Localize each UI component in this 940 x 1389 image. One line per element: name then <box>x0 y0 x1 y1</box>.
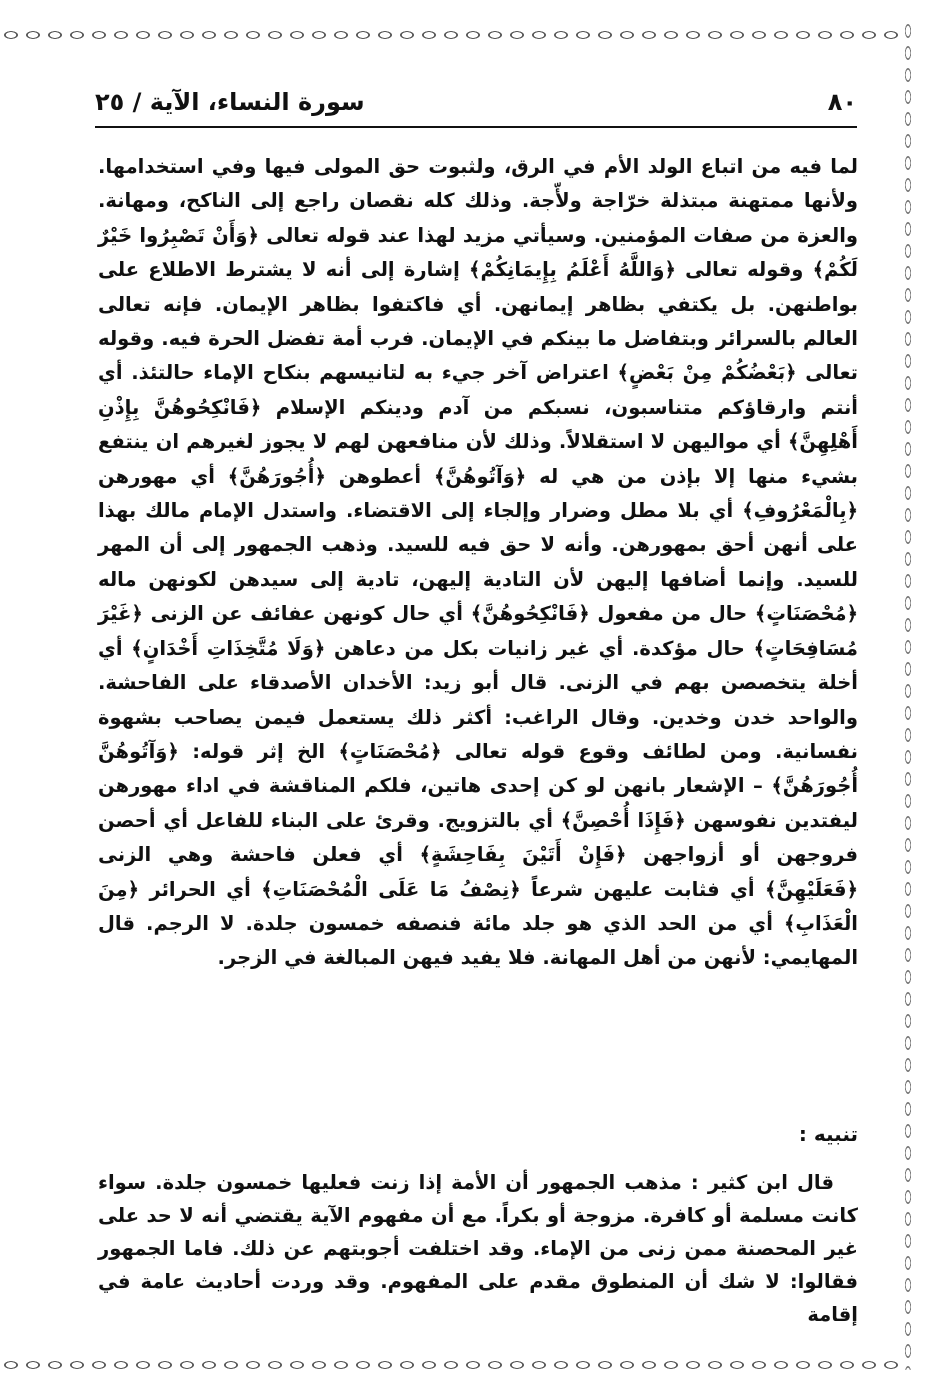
bottom-ornamental-border <box>0 1358 900 1372</box>
running-header <box>95 82 857 122</box>
note-heading: تنبيه : <box>798 1122 858 1146</box>
note-text-block <box>98 1166 858 1331</box>
header-rule <box>95 126 857 128</box>
top-ornamental-border <box>0 28 900 42</box>
page-number: ٨٠ <box>827 88 857 116</box>
right-ornamental-border <box>902 20 914 1370</box>
note-paragraph: قال ابن كثير : مذهب الجمهور أن الأمة إذا زنت فعليها خمسون جلدة. سواء كانت مسلمة أو كافرة. مزوجة أو بكراً. مع أن مفهوم الآية يقتضي أنه لا حد على غير المحصنة ممن زنى من الإماء. وقد اختلفت أجوبتهم عن ذلك. فاما الجمهور فقالوا: لا شك أن المنطوق مقدم على المفهوم. وقد وردت أحاديث عامة في إقامة <box>98 1171 858 1326</box>
main-paragraph: لما فيه من اتباع الولد الأم في الرق، ولثبوت حق المولى فيها وفي استخدامها. ولأنها ممتهنة مبتذلة خرّاجة ولأّجة. وذلك كله نقصان راجع إلى الناكح، ومهانة. والعزة من صفات المؤمنين. وسيأتي مزيد لهذا عند قوله تعالى ﴿وَأَنْ تَصْبِرُوا خَيْرٌ لَكُمْ﴾ وقوله تعالى ﴿وَاللَّهُ أَعْلَمُ بِإِيمَانِكُمْ﴾ إشارة إلى أنه لا يشترط الاطلاع على بواطنهن. بل يكتفي بظاهر إيمانهن. أي فاكتفوا بظاهر الإيمان. فإنه تعالى العالم بالسرائر وبتفاضل ما بينكم في الإيمان. فرب أمة تفضل الحرة فيه. وقوله تعالى ﴿بَعْضُكُمْ مِنْ بَعْضٍ﴾ اعتراض آخر جيء به لتانيسهم بنكاح الإماء حالتئذ. أي أنتم وارقاؤكم متناسبون، نسبكم من آدم ودينكم الإسلام ﴿فَانْكِحُوهُنَّ بِإِذْنِ أَهْلِهِنَّ﴾ أي مواليهن لا استقلالاً. وذلك لأن منافعهن لهم لا يجوز لغيرهم ان ينتفع بشيء منها إلا بإذن من هي له ﴿وَآتُوهُنَّ﴾ أعطوهن ﴿أُجُورَهُنَّ﴾ أي مهورهن ﴿بِالْمَعْرُوفِ﴾ أي بلا مطل وضرار وإلجاء إلى الاقتضاء. واستدل الإمام مالك بهذا على أنهن أحق بمهورهن. وأنه لا حق فيه للسيد. وذهب الجمهور إلى أن المهر للسيد. وإنما أضافها إليهن لأن التادية إليهن، تادية إلى سيدهن لكونهن ماله ﴿مُحْصَنَاتٍ﴾ حال من مفعول ﴿فَانْكِحُوهُنَّ﴾ أي حال كونهن عفائف عن الزنى ﴿غَيْرَ مُسَافِحَاتٍ﴾ حال مؤكدة. أي غير زانيات بكل من دعاهن ﴿وَلَا مُتَّخِذَاتِ أَخْدَانٍ﴾ أي أخلة يتخصصن بهم في الزنى. قال أبو زيد: الأخدان الأصدقاء على الفاحشة. والواحد خدن وخدين. وقال الراغب: أكثر ذلك يستعمل فيمن يصاحب بشهوة نفسانية. ومن لطائف وقوع قوله تعالى ﴿مُحْصَنَاتٍ﴾ الخ إثر قوله: ﴿وَآتُوهُنَّ أُجُورَهُنَّ﴾ – الإشعار بانهن لو كن إحدى هاتين، فلكم المناقشة في اداء مهورهن ليفتدين نفوسهن ﴿فَإِذَا أُحْصِنَّ﴾ أي بالتزويج. وقرئ على البناء للفاعل أي أحصن فروجهن أو أزواجهن ﴿فَإِنْ أَتَيْنَ بِفَاحِشَةٍ﴾ أي فعلن فاحشة وهي الزنى ﴿فَعَلَيْهِنَّ﴾ أي فثابت عليهن شرعاً ﴿نِصْفُ مَا عَلَى الْمُحْصَنَاتِ﴾ أي الحرائر ﴿مِنَ الْعَذَابِ﴾ أي من الحد الذي هو جلد مائة فنصفه خمسون جلدة. لا الرجم. قال المهايمي: لأنهن من أهل المهانة. فلا يفيد فيهن المبالغة في الزجر. <box>98 155 858 970</box>
running-title: سورة النساء، الآية / ٢٥ <box>95 88 365 116</box>
main-text-block <box>98 150 858 976</box>
